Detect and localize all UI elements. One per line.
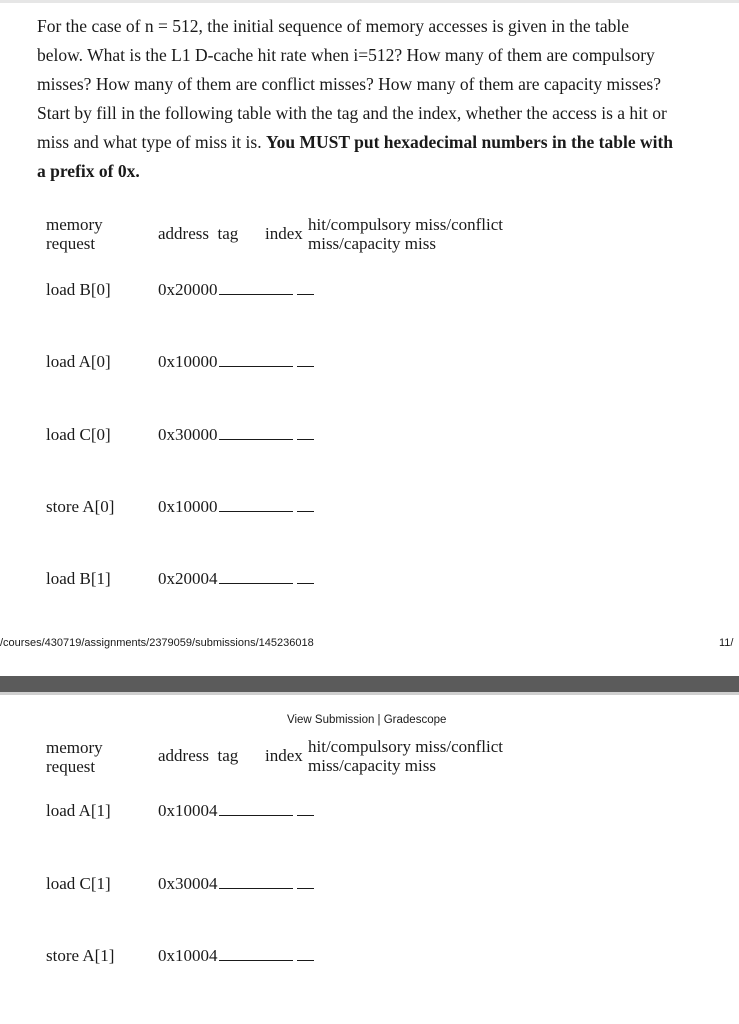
- header-hit-miss: hit/compulsory miss/conflict miss/capacity miss: [308, 737, 504, 775]
- tag-blank[interactable]: [219, 959, 293, 961]
- header-index: index: [265, 746, 303, 765]
- index-blank[interactable]: [297, 887, 314, 889]
- index-blank[interactable]: [297, 959, 314, 961]
- table-row-address: 0x10000: [158, 352, 314, 372]
- tag-blank[interactable]: [219, 438, 293, 440]
- page-header: View Submission | Gradescope: [287, 714, 447, 726]
- index-blank[interactable]: [297, 293, 314, 295]
- table-row-request: load C[1]: [46, 874, 111, 893]
- tag-blank[interactable]: [219, 365, 293, 367]
- tag-blank[interactable]: [219, 510, 293, 512]
- header-address-tag: address tag: [158, 746, 239, 765]
- header-index: index: [265, 224, 303, 243]
- index-blank[interactable]: [297, 438, 314, 440]
- table-row-address: 0x30000: [158, 425, 314, 445]
- index-blank[interactable]: [297, 814, 314, 816]
- header-memory-request: memory request: [46, 738, 103, 776]
- table-row-request: store A[1]: [46, 946, 115, 965]
- table-row-address: 0x10004: [158, 946, 314, 966]
- table-row-address: 0x10004: [158, 801, 314, 821]
- index-blank[interactable]: [297, 510, 314, 512]
- table-row-address: 0x20000: [158, 280, 314, 300]
- table-row-request: store A[0]: [46, 497, 115, 516]
- table-row-request: load B[1]: [46, 569, 111, 588]
- table-row-request: load A[0]: [46, 352, 111, 371]
- table-row-request: load C[0]: [46, 425, 111, 444]
- question-text: For the case of n = 512, the initial sequence of memory accesses is given in the table below. What is the L1 D-cache hit rate when i=512? How many of them are compulsory misses? How many of them are conflict misses? How many of them are capacity misses? Start by fill in the following table with the tag and the index, whether the access is a hit or miss and what type of miss it is.: [37, 16, 667, 152]
- bold-instruction: You MUST put hexadecimal numbers in the table with a prefix of 0x.: [37, 132, 674, 181]
- footer-url: /courses/430719/assignments/2379059/submissions/145236018: [0, 637, 314, 649]
- header-memory-request: memory request: [46, 215, 103, 253]
- header-address-tag: address tag: [158, 224, 239, 243]
- table-row-address: 0x20004: [158, 569, 314, 589]
- index-blank[interactable]: [297, 365, 314, 367]
- tag-blank[interactable]: [219, 293, 293, 295]
- table-row-request: load B[0]: [46, 280, 111, 299]
- table-row-address: 0x30004: [158, 874, 314, 894]
- tag-blank[interactable]: [219, 887, 293, 889]
- tag-blank[interactable]: [219, 582, 293, 584]
- page-separator: [0, 676, 739, 692]
- table-row-address: 0x10000: [158, 497, 314, 517]
- index-blank[interactable]: [297, 582, 314, 584]
- page-separator-shadow: [0, 692, 739, 695]
- tag-blank[interactable]: [219, 814, 293, 816]
- header-hit-miss: hit/compulsory miss/conflict miss/capacity miss: [308, 215, 504, 253]
- top-edge: [0, 0, 739, 3]
- footer-page-number: 11/: [719, 637, 734, 649]
- question-paragraph: [37, 12, 677, 186]
- table-row-request: load A[1]: [46, 801, 111, 820]
